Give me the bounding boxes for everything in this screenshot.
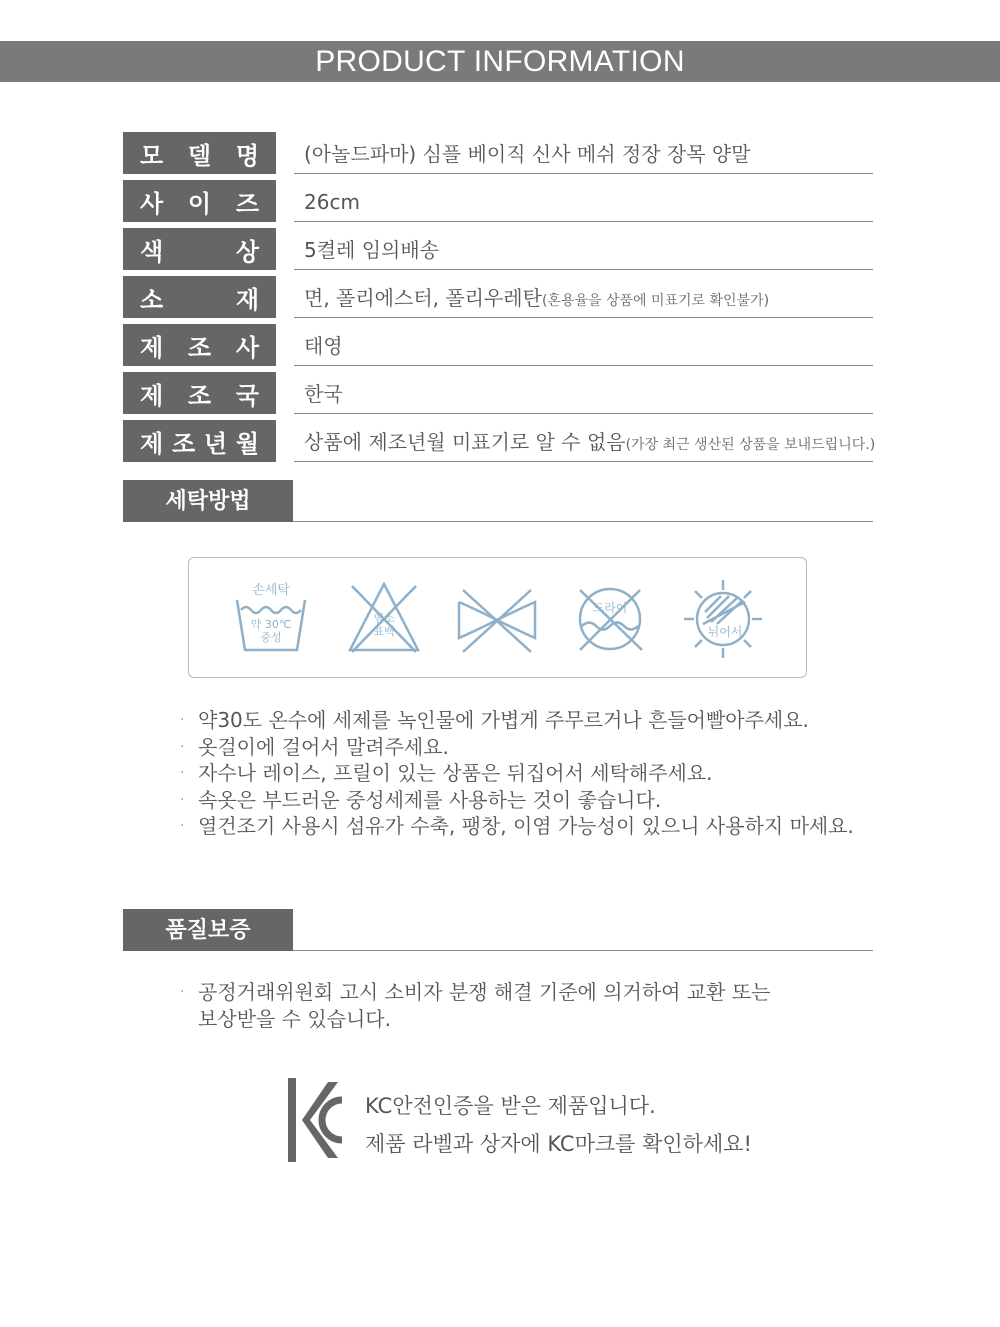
- spec-label-char: 모: [140, 141, 164, 170]
- quality-line-1: 공정거래위원회 고시 소비자 분쟁 해결 기준에 의거하여 교환 또는: [198, 980, 771, 1004]
- spec-label-char: 이: [187, 189, 212, 218]
- lay-flat-dry-icon: [683, 578, 763, 660]
- quality-text: [180, 979, 771, 1032]
- quality-line-2: 보상받을 수 있습니다.: [198, 1006, 391, 1031]
- spec-row: [123, 420, 876, 462]
- spec-label-char: 월: [235, 429, 259, 458]
- spec-label: [123, 324, 276, 366]
- divider: [293, 950, 873, 951]
- spec-value-text: 한국: [304, 382, 343, 406]
- hand-wash-label: 손세탁: [252, 583, 290, 598]
- spec-label-char: 색: [140, 237, 164, 266]
- spec-label-char: 재: [235, 285, 259, 314]
- instruction-text: 자수나 레이스, 프릴이 있는 상품은 뒤집어서 세탁해주세요.: [198, 761, 713, 785]
- spec-label: [123, 132, 276, 174]
- hand-wash-detergent: 중성: [260, 631, 282, 644]
- spec-label-char: 명: [235, 141, 259, 170]
- spec-row: [123, 324, 873, 366]
- instruction-text: 속옷은 부드러운 중성세제를 사용하는 것이 좋습니다.: [198, 787, 662, 812]
- spec-label: [123, 372, 276, 414]
- spec-label-char: 델: [187, 141, 212, 170]
- spec-row: [123, 228, 873, 270]
- spec-value-text: (아놀드파마) 심플 베이직 신사 메쉬 정장 장목 양말: [304, 142, 751, 166]
- spec-value: [294, 132, 873, 174]
- spec-value-text: 26cm: [304, 190, 360, 214]
- instruction-text: 약30도 온수에 세제를 녹인물에 가볍게 주무르거나 흔들어빨아주세요.: [198, 708, 809, 732]
- spec-label-char: 조: [187, 381, 212, 410]
- list-item: · 속옷은 부드러운 중성세제를 사용하는 것이 좋습니다.: [180, 787, 662, 812]
- spec-value-text: 태영: [304, 334, 343, 358]
- quality-title: 품질보증: [123, 909, 293, 951]
- spec-value: [294, 180, 873, 222]
- spec-label: [123, 420, 276, 462]
- spec-value-note: (가장 최근 생산된 상품을 보내드립니다.): [625, 437, 876, 453]
- no-wring-icon: [457, 578, 537, 660]
- lay-flat-dry-label: 뉘어서: [707, 625, 743, 639]
- list-item: · 옷걸이에 걸어서 말려주세요.: [180, 734, 449, 759]
- spec-value: [294, 420, 876, 462]
- quality-section-header: [123, 909, 873, 951]
- kc-line-1: KC안전인증을 받은 제품입니다.: [365, 1094, 656, 1118]
- spec-value: [294, 324, 873, 366]
- list-item: · 자수나 레이스, 프릴이 있는 상품은 뒤집어서 세탁해주세요.: [180, 761, 713, 785]
- hand-wash-temp: 약 30℃: [250, 618, 292, 631]
- spec-value-note: (혼용율을 상품에 미표기로 확인불가): [541, 293, 770, 309]
- spec-row: [123, 132, 873, 174]
- instruction-text: 옷걸이에 걸어서 말려주세요.: [198, 734, 449, 759]
- no-dry-clean-icon: [570, 578, 650, 660]
- spec-label-char: 소: [140, 285, 164, 314]
- instruction-text: 열건조기 사용시 섬유가 수축, 팽창, 이염 가능성이 있으니 사용하지 마세요.: [198, 814, 854, 838]
- list-item: · 공정거래위원회 고시 소비자 분쟁 해결 기준에 의거하여 교환 또는: [180, 980, 771, 1004]
- spec-label-char: 즈: [235, 189, 259, 218]
- care-symbols-box: [188, 557, 807, 678]
- spec-value: [294, 228, 873, 270]
- spec-label-char: 사: [140, 189, 164, 218]
- spec-row: [123, 276, 873, 318]
- kc-mark-icon: [288, 1078, 342, 1162]
- hand-wash-icon: [231, 578, 311, 660]
- spec-value-text: 면, 폴리에스터, 폴리우레탄: [304, 286, 542, 310]
- no-bleach-label-2: 표백: [373, 625, 395, 638]
- spec-label-char: 제: [140, 429, 164, 458]
- spec-label: [123, 180, 276, 222]
- spec-label-char: 국: [235, 381, 259, 410]
- spec-row: [123, 180, 873, 222]
- spec-label: [123, 276, 276, 318]
- spec-label-char: 조: [187, 333, 212, 362]
- no-bleach-label-1: 염소: [373, 612, 395, 625]
- washing-instructions: [180, 707, 854, 840]
- no-dry-clean-label: 드라이: [592, 601, 628, 615]
- spec-label-char: 상: [235, 237, 259, 266]
- spec-label-char: 제: [140, 381, 164, 410]
- list-item: · 열건조기 사용시 섬유가 수축, 팽창, 이염 가능성이 있으니 사용하지 마세요.: [180, 814, 854, 838]
- product-information-banner: PRODUCT INFORMATION: [0, 41, 1000, 82]
- spec-label: [123, 228, 276, 270]
- spec-label-char: 조: [171, 429, 196, 458]
- spec-value: [294, 372, 873, 414]
- spec-label-char: 제: [140, 333, 164, 362]
- kc-line-2: 제품 라벨과 상자에 KC마크를 확인하세요!: [365, 1132, 752, 1156]
- list-item: · 약30도 온수에 세제를 녹인물에 가볍게 주무르거나 흔들어빨아주세요.: [180, 708, 809, 732]
- spec-value-text: 상품에 제조년월 미표기로 알 수 없음: [304, 430, 626, 454]
- list-item: [180, 1006, 771, 1033]
- washing-title: 세탁방법: [123, 480, 293, 522]
- spec-label-char: 년: [203, 429, 228, 458]
- divider: [293, 521, 873, 522]
- spec-value-text: 5켤레 임의배송: [304, 238, 440, 262]
- spec-label-char: 사: [235, 333, 259, 362]
- washing-section-header: [123, 480, 873, 522]
- no-bleach-icon: [344, 578, 424, 660]
- spec-value: [294, 276, 873, 318]
- spec-row: [123, 372, 873, 414]
